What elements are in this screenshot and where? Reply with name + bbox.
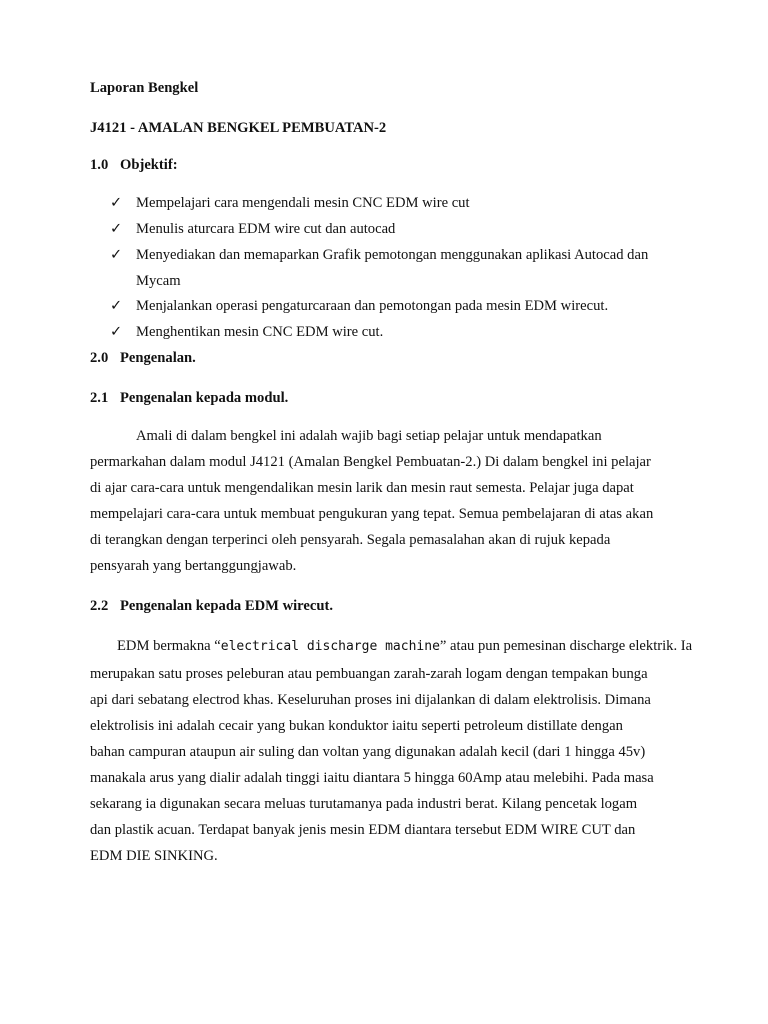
paragraph-line: bahan campuran ataupun air suling dan voltan yang digunakan adalah kecil (dari 1 hingga 45v) [90, 744, 646, 760]
paragraph-line: mempelajari cara-cara untuk membuat pengukuran yang tepat. Semua pembelajaran di atas akan [90, 506, 654, 522]
objective-text: Menyediakan dan memaparkan Grafik pemotongan menggunakan aplikasi Autocad dan [136, 247, 649, 263]
objective-text: Mycam [136, 273, 181, 289]
paragraph-line: EDM DIE SINKING. [90, 848, 218, 864]
section-heading-2-2 [90, 597, 333, 615]
paragraph-text: EDM bermakna “ [117, 638, 221, 654]
paragraph-line: elektrolisis ini adalah cecair yang bukan konduktor iaitu seperti petroleum distillate dengan [90, 718, 623, 734]
paragraph-line: dan plastik acuan. Terdapat banyak jenis mesin EDM diantara tersebut EDM WIRE CUT dan [90, 822, 636, 838]
objective-text: Mempelajari cara mengendali mesin CNC EDM wire cut [136, 195, 470, 211]
paragraph-line: manakala arus yang dialir adalah tinggi iaitu diantara 5 hingga 60Amp atau melebihi. Pada masa [90, 770, 654, 786]
paragraph-text: ” atau pun pemesinan discharge elektrik. Ia [439, 638, 693, 654]
section-title: Objektif: [120, 157, 178, 173]
paragraph-line: di ajar cara-cara untuk mengendalikan mesin larik dan mesin raut semesta. Pelajar juga dapat [90, 480, 634, 496]
section-number: 2.0 [90, 350, 109, 366]
paragraph-line: sekarang ia digunakan secara meluas turutamanya pada industri berat. Kilang pencetak logam [90, 796, 638, 812]
paragraph-line [117, 637, 692, 656]
check-icon: ✓ [110, 247, 123, 263]
doc-title: Laporan Bengkel [90, 80, 199, 96]
section-title: Pengenalan. [120, 350, 196, 366]
check-icon: ✓ [110, 324, 123, 340]
section-number: 1.0 [90, 157, 109, 173]
section-number: 2.1 [90, 390, 109, 406]
paragraph-line: di terangkan dengan terperinci oleh pensyarah. Segala pemasalahan akan di rujuk kepada [90, 532, 611, 548]
paragraph-line: permarkahan dalam modul J4121 (Amalan Bengkel Pembuatan-2.) Di dalam bengkel ini pelajar [90, 454, 651, 470]
section-title: Pengenalan kepada modul. [120, 390, 289, 406]
check-icon: ✓ [110, 298, 123, 314]
section-heading-2 [90, 349, 196, 367]
paragraph-line: Amali di dalam bengkel ini adalah wajib bagi setiap pelajar untuk mendapatkan [136, 428, 602, 444]
objective-text: Menghentikan mesin CNC EDM wire cut. [136, 324, 384, 340]
paragraph-line: pensyarah yang bertanggungjawab. [90, 558, 297, 574]
paragraph-line: api dari sebatang electrod khas. Keseluruhan proses ini dijalankan di dalam elektrolisis. Dimana [90, 692, 651, 708]
section-heading-1 [90, 156, 178, 174]
term-text: electrical discharge machine [220, 639, 440, 654]
section-heading-2-1 [90, 389, 288, 407]
objective-text: Menulis aturcara EDM wire cut dan autocad [136, 221, 396, 237]
check-icon: ✓ [110, 195, 123, 211]
section-title: Pengenalan kepada EDM wirecut. [120, 598, 333, 614]
section-number: 2.2 [90, 598, 109, 614]
course-title: J4121 - AMALAN BENGKEL PEMBUATAN-2 [90, 120, 387, 136]
check-icon: ✓ [110, 221, 123, 237]
objective-text: Menjalankan operasi pengaturcaraan dan pemotongan pada mesin EDM wirecut. [136, 298, 609, 314]
paragraph-line: merupakan satu proses peleburan atau pembuangan zarah-zarah logam dengan tempakan bunga [90, 666, 648, 682]
